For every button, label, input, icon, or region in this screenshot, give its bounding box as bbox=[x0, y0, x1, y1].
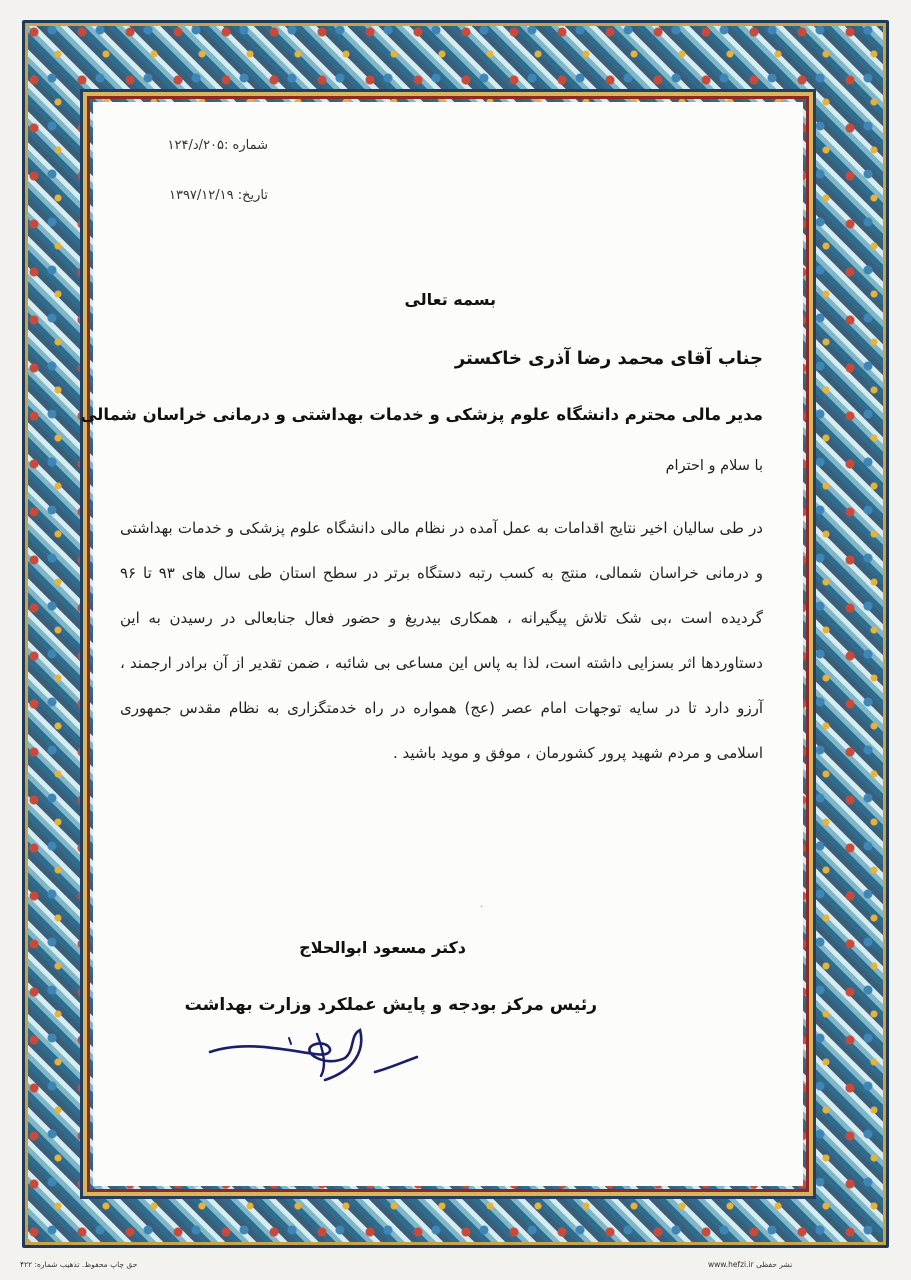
letter-date: تاریخ: ۱۳۹۷/۱۲/۱۹ bbox=[168, 188, 268, 203]
handwritten-signature bbox=[205, 1010, 445, 1105]
letter-number: شماره :۲۰۵/د/۱۲۴ bbox=[167, 138, 268, 153]
invocation: بسمه تعالی bbox=[404, 290, 496, 309]
footer-publisher: www.hefzi.ir نشر حفظی bbox=[708, 1260, 793, 1269]
footer-copyright: حق چاپ محفوظ. تذهیب شماره: ۴۲۲ bbox=[20, 1260, 138, 1269]
letter-body: در طی سالیان اخیر نتایج اقدامات به عمل آمده در نظام مالی دانشگاه علوم پزشکی و خدمات بهداشتی و درمانی خراسان شمالی، منتج به کسب رتبه دستگاه برتر در سطح استان طی سال های ۹۳ تا ۹۶ گردیده است ،بی شک تلاش پیگیرانه ، همکاری بیدریغ و حضور فعال جنابعالی در رسیدن به این دستاوردها اثر بسزایی داشته است، لذا به پاس این مساعی بی شائبه ، ضمن تقدیر از آن برادر ارجمند ، آرزو دارد تا در سایه توجهات امام عصر (عج) همواره در راه خدمتگزاری به نظام مقدس جمهوری اسلامی و مردم شهید پرور کشورمان ، موفق و موید باشید . bbox=[120, 519, 763, 762]
signer-title: رئیس مرکز بودجه و پایش عملکرد وزارت بهداشت bbox=[184, 995, 597, 1015]
greeting: با سلام و احترام bbox=[665, 458, 763, 474]
recipient-name: جناب آقای محمد رضا آذری خاکستر bbox=[454, 348, 763, 369]
signer-name: دکتر مسعود ابوالحلاج bbox=[299, 938, 466, 957]
recipient-title: مدیر مالی محترم دانشگاه علوم پزشکی و خدمات بهداشتی و درمانی خراسان شمالی bbox=[80, 405, 763, 424]
ink-dot: · bbox=[480, 902, 484, 913]
